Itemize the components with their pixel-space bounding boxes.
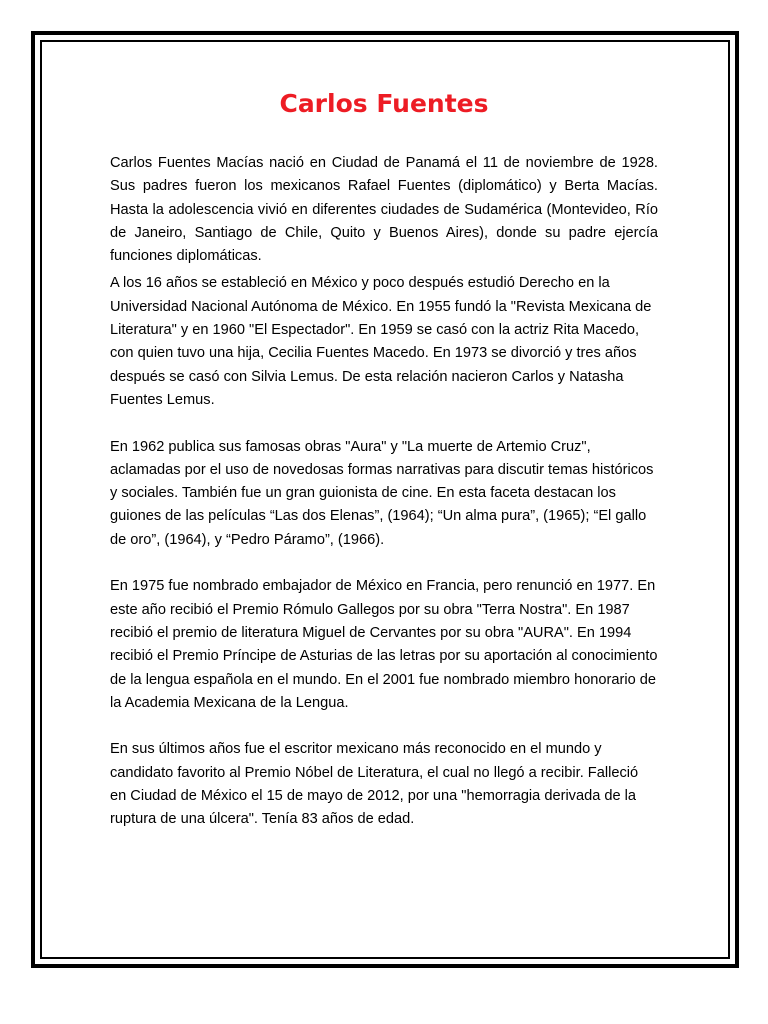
paragraph-birth: Carlos Fuentes Macías nació en Ciudad de Panamá el 11 de noviembre de 1928. Sus padres fueron los mexicanos Rafael Fuentes (diplomático) y Berta Macías. Hasta la adolescencia vivió en diferentes ciudades de Sudamérica (Montevideo, Río de Janeiro, Santiago de Chile, Quito y Buenos Aires), donde su padre ejercía funciones diplomáticas.	[110, 155, 658, 265]
document-body	[110, 84, 658, 832]
paragraph-final-years: En sus últimos años fue el escritor mexicano más reconocido en el mundo y candidato favorito al Premio Nóbel de Literatura, el cual no llegó a recibir. Falleció en Ciudad de México el 15 de mayo de 2012, por una "hemorragia derivada de la ruptura de una úlcera". Tenía 83 años de edad.	[110, 741, 639, 828]
paragraph-awards: En 1975 fue nombrado embajador de México en Francia, pero renunció en 1977. En este año recibió el Premio Rómulo Gallegos por su obra "Terra Nostra". En 1987 recibió el premio de literatura Miguel de Cervantes por su obra "AURA". En 1994 recibió el Premio Príncipe de Asturias de las letras por su aportación al conocimiento de la lengua española en el mundo. En el 2001 fue nombrado miembro honorario de la Academia Mexicana de la Lengua.	[110, 578, 658, 711]
paragraph-education-marriage: A los 16 años se estableció en México y poco después estudió Derecho en la Universidad Nacional Autónoma de México. En 1955 fundó la "Revista Mexicana de Literatura" y en 1960 "El Espectador". En 1959 se casó con la actriz Rita Macedo, con quien tuvo una hija, Cecilia Fuentes Macedo. En 1973 se divorció y tres años después se casó con Silvia Lemus. De esta relación nacieron Carlos y Natasha Fuentes Lemus.	[110, 275, 652, 408]
document-title: Carlos Fuentes	[279, 89, 489, 118]
paragraph-works: En 1962 publica sus famosas obras "Aura" y "La muerte de Artemio Cruz", aclamadas por el uso de novedosas formas narrativas para discutir temas históricos y sociales. También fue un gran guionista de cine. En esta faceta destacan los guiones de las películas “Las dos Elenas”, (1964); “Un alma pura”, (1965); “El gallo de oro”, (1964), y “Pedro Páramo”, (1966).	[110, 438, 654, 548]
